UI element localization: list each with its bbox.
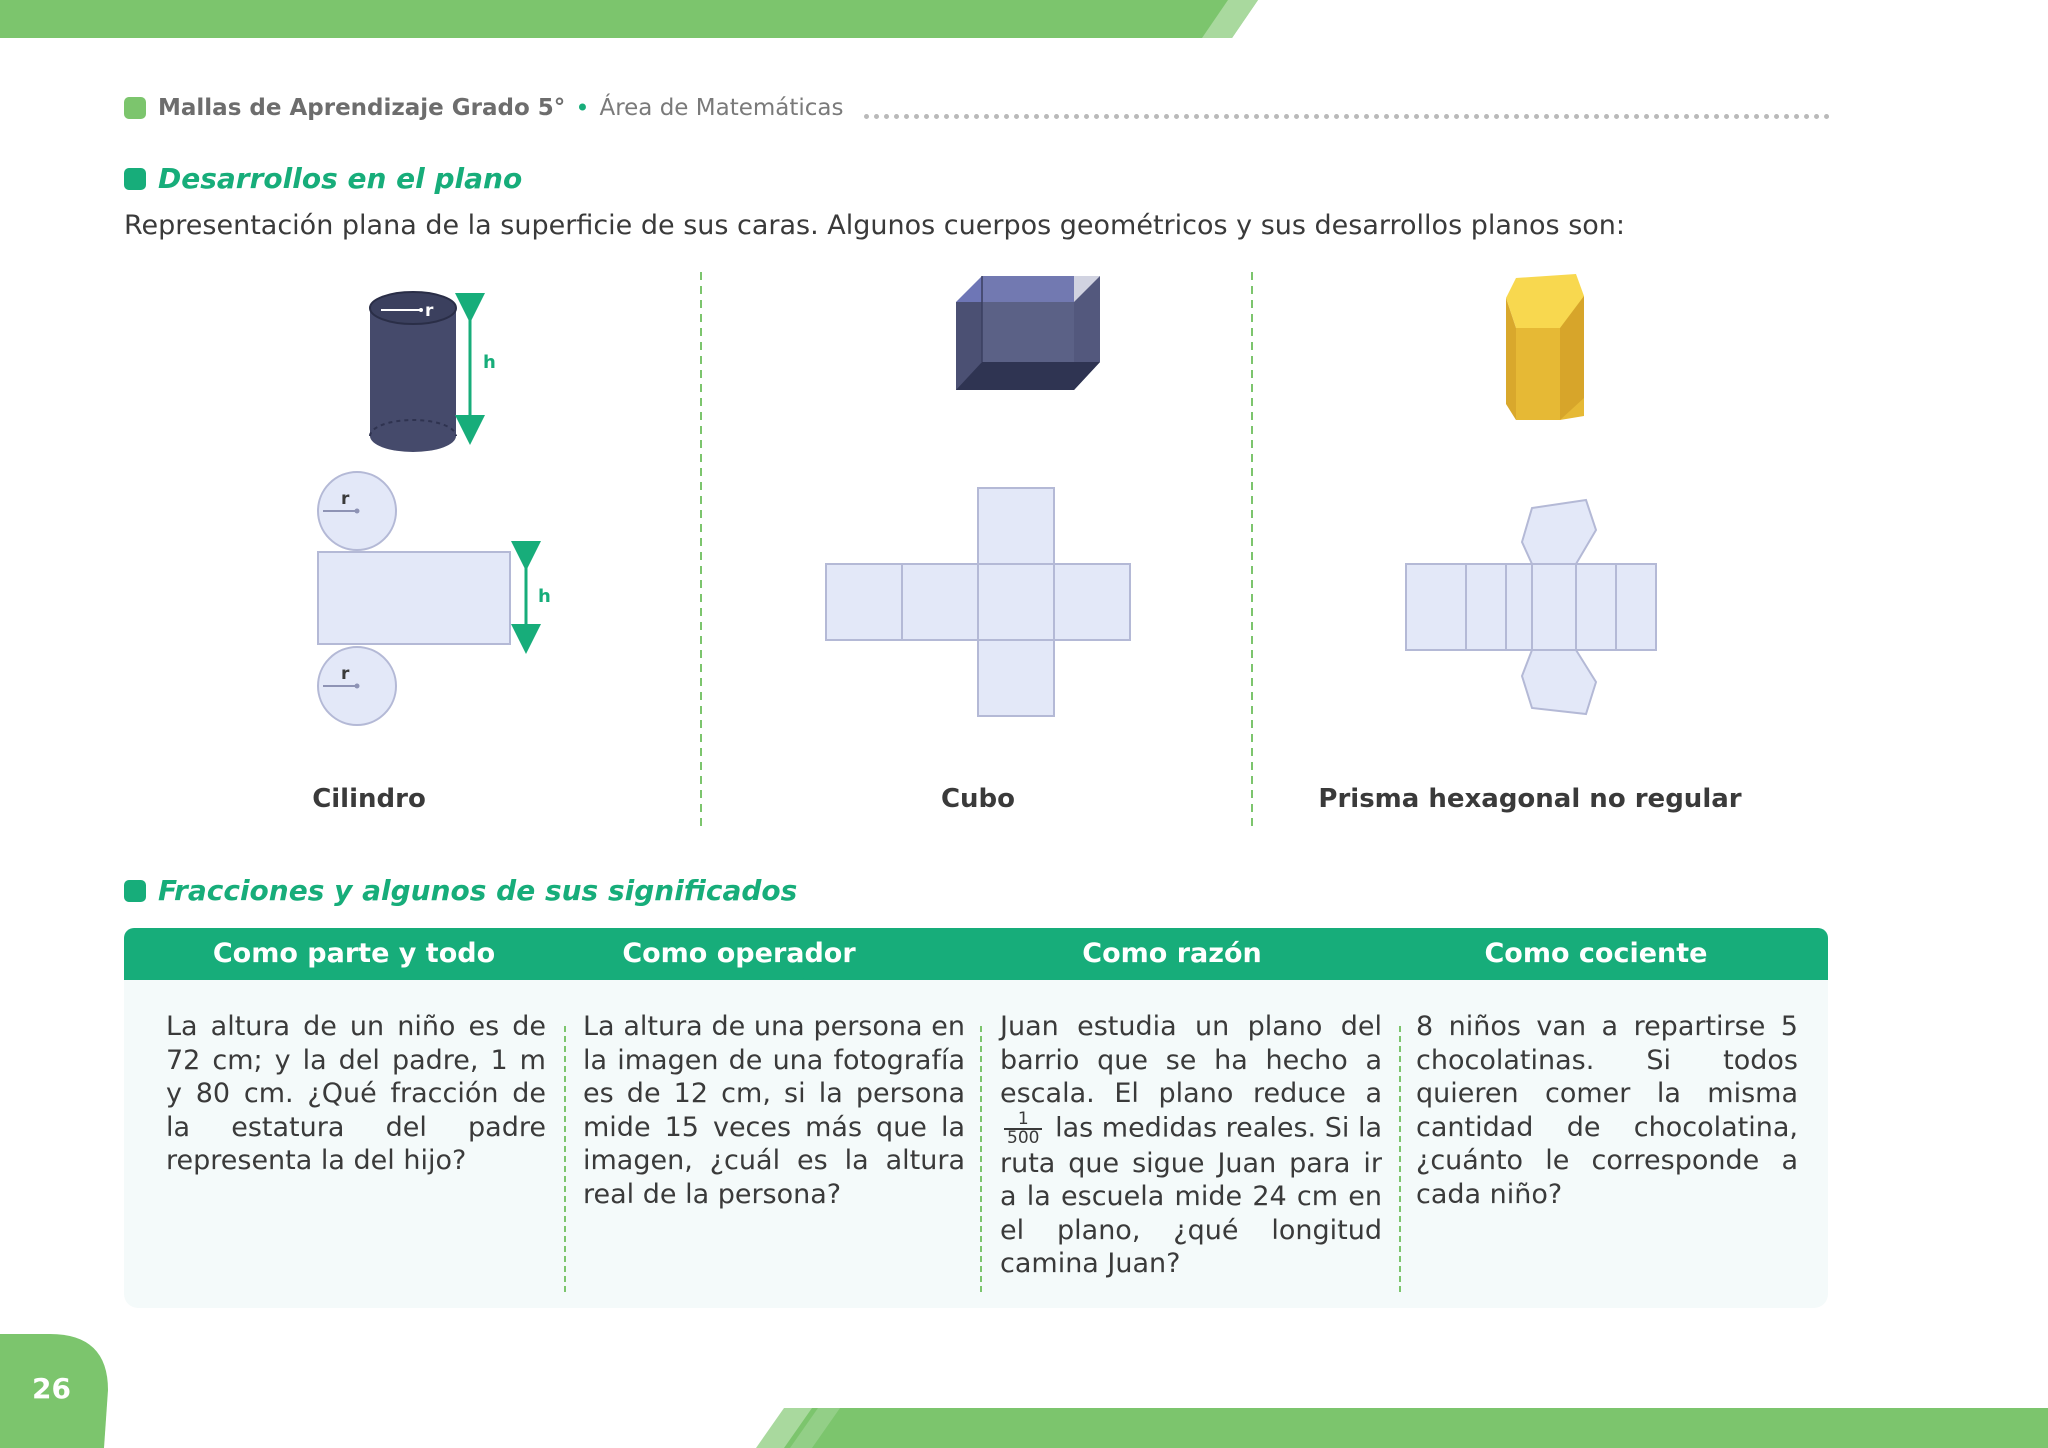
header-area: Área de Matemáticas [599,95,844,121]
cylinder-net-icon [318,472,551,725]
svg-text:r: r [341,664,350,684]
bottom-decorative-bar [0,1408,2048,1448]
header-separator: • [575,94,590,122]
section-title-text: Fracciones y algunos de sus significados [158,874,798,907]
figures-drawing [124,268,1824,830]
cell-razon [1000,1010,1382,1281]
cell-razon-text-before: Juan estudia un plano del barrio que se ha hecho a escala. El plano reduce a [1000,1011,1382,1109]
fractions-table-header [124,928,1828,980]
geometric-figures [124,268,1824,830]
fraction-one-500 [1004,1108,1042,1148]
cube-net-icon [826,488,1130,716]
figure-caption-cube: Cubo [940,784,1016,814]
column-heading-razon: Como razón [1082,938,1262,969]
cube-3d-icon [956,276,1100,390]
cell-cociente: 8 niños van a repartirse 5 chocolatinas. Si todos quieren comer la misma cantidad de chocolatina, ¿cuánto le corresponde a cada niño? [1416,1011,1798,1210]
cylinder-radius-label: r [425,301,434,321]
hexagonal-prism-3d-icon [1506,274,1584,420]
section-title-text: Desarrollos en el plano [158,162,523,195]
top-decorative-bar [0,0,2048,40]
header-series-title: Mallas de Aprendizaje Grado 5° [158,95,566,121]
column-separator [980,1026,982,1292]
section-bullet-square [124,168,146,190]
figure-caption-prism: Prisma hexagonal no regular [1318,784,1742,814]
fraction-numerator: 1 [1004,1111,1042,1130]
hexagonal-prism-net-icon [1406,500,1656,714]
svg-text:h: h [538,586,551,607]
svg-text:r: r [341,489,350,509]
header-dotted-leader [864,98,1830,119]
running-header [124,90,1830,126]
column-heading-cociente: Como cociente [1484,938,1708,969]
section-title-fracciones [124,874,797,907]
header-bullet-square [124,97,146,119]
figure-caption-cylinder: Cilindro [312,784,426,814]
cell-razon-text-after: las medidas reales. Si la ruta que sigue Juan para ir a la escuela mide 24 cm en el plano, ¿qué longitud camina Juan? [1000,1112,1382,1279]
cell-parte-todo: La altura de un niño es de 72 cm; y la del padre, 1 m y 80 cm. ¿Qué fracción de la estatura del padre representa la del hijo? [166,1011,546,1176]
column-heading-operador: Como operador [622,938,856,969]
fractions-table-body [124,980,1828,1308]
cylinder-3d-icon [370,292,496,452]
cell-operador: La altura de una persona en la imagen de una fotografía es de 12 cm, si la persona mide 15 veces más que la imagen, ¿cuál es la altura real de la persona? [583,1011,965,1210]
column-heading-parte-todo: Como parte y todo [212,938,496,969]
section-title-desarrollos [124,162,522,195]
section-bullet-square [124,880,146,902]
section-intro: Representación plana de la superficie de sus caras. Algunos cuerpos geométricos y sus desarrollos planos son: [124,210,1625,241]
page-number: 26 [32,1372,71,1405]
column-separator [564,1026,566,1292]
fraction-denominator: 500 [1007,1127,1040,1148]
cylinder-height-label: h [483,352,496,373]
column-separator [1399,1026,1401,1292]
